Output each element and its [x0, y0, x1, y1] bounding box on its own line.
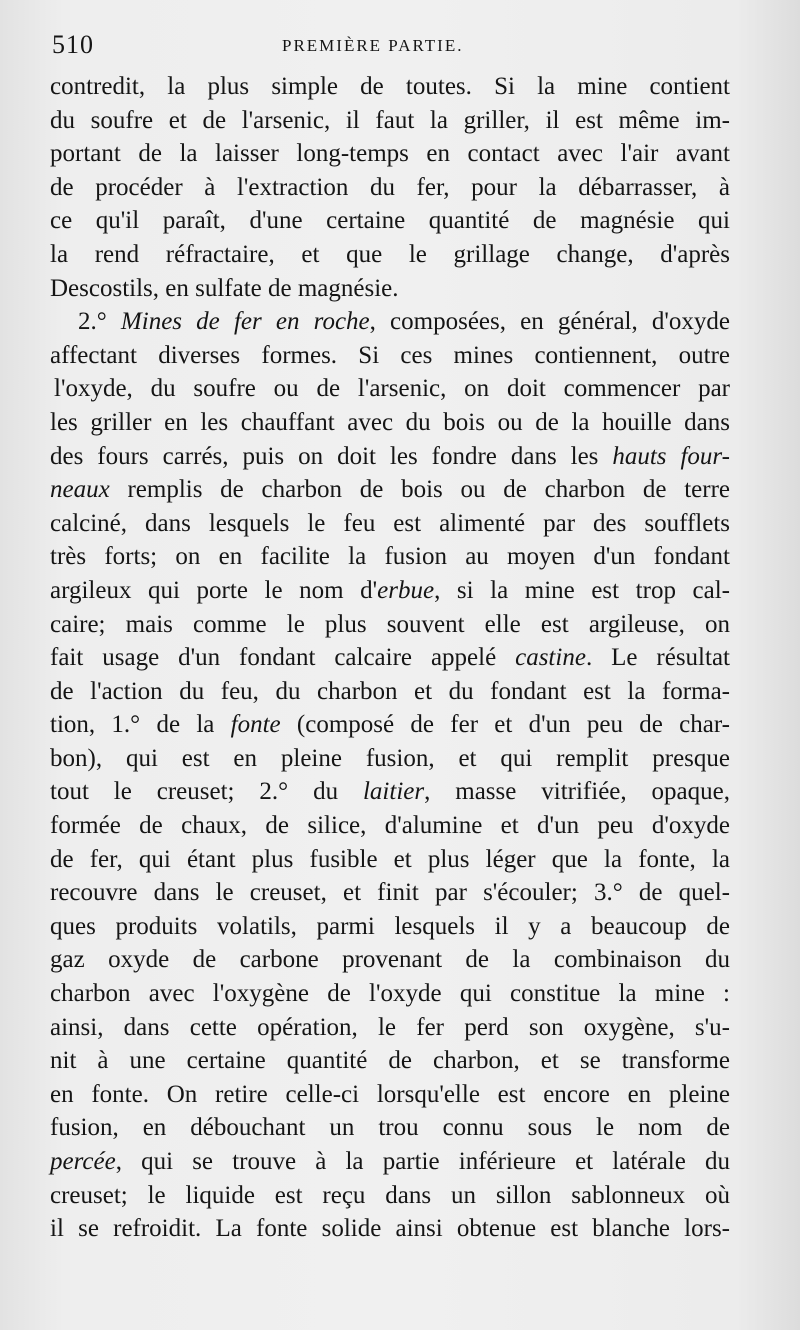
text-line: tion, 1.° de la fonte (composé de fer et d'un peu de char- — [50, 711, 731, 739]
text-line: calciné, dans lesquels le feu est alimenté par des soufflets — [50, 509, 730, 537]
text-line: de l'action du feu, du charbon et du fondant est la forma- — [50, 677, 730, 705]
text-line: caire; mais comme le plus souvent elle est argileuse, on — [50, 610, 730, 638]
italic-term: laitier — [362, 778, 425, 806]
text-line: la rend réfractaire, et que le grillage change, d'après — [50, 240, 730, 268]
text-line: l'oxyde, du soufre ou de l'arsenic, on doit commencer par — [54, 375, 730, 403]
text-line: de fer, qui étant plus fusible et plus léger que la fonte, la — [50, 845, 730, 873]
text-line: très forts; on en facilite la fusion au moyen d'un fondant — [50, 543, 730, 571]
text-line: ques produits volatils, parmi lesquels il y a beaucoup de — [50, 912, 730, 940]
text-line: recouvre dans le creuset, et finit par s'écouler; 3.° de quel- — [50, 879, 730, 907]
section-title: PREMIÈRE PARTIE. — [282, 36, 464, 55]
text-line: fusion, en débouchant un trou connu sous le nom de — [50, 1114, 730, 1142]
running-head — [52, 30, 742, 60]
text-line: nit à une certaine quantité de charbon, et se transforme — [50, 1047, 730, 1075]
italic-term: Mines de fer en roche — [120, 308, 370, 336]
text-line: affectant diverses formes. Si ces mines contiennent, outre — [50, 341, 730, 369]
text-line: neaux remplis de charbon de bois ou de charbon de terre — [50, 476, 730, 504]
italic-term: castine — [515, 644, 586, 672]
text-line: de procéder à l'extraction du fer, pour la débarrasser, à — [50, 173, 730, 201]
text-line: charbon avec l'oxygène de l'oxyde qui constitue la mine : — [50, 980, 730, 1008]
text-line: gaz oxyde de carbone provenant de la combinaison du — [50, 946, 730, 974]
text-line: ce qu'il paraît, d'une certaine quantité de magnésie qui — [50, 207, 730, 235]
text-line: il se refroidit. La fonte solide ainsi obtenue est blanche lors- — [50, 1215, 730, 1243]
italic-term: hauts four- — [612, 442, 730, 470]
text-line: tout le creuset; 2.° du laitier, masse vitrifiée, opaque, — [50, 778, 730, 806]
italic-term: percée — [50, 1148, 116, 1175]
text-line: fait usage d'un fondant calcaire appelé castine. Le résultat — [50, 644, 730, 672]
italic-term: erbue — [377, 576, 435, 604]
text-line: creuset; le liquide est reçu dans un sillon sablonneux où — [50, 1181, 730, 1209]
text-line: les griller en les chauffant avec du bois ou de la houille dans — [50, 408, 730, 436]
text-line: 2.° Mines de fer en roche, composées, en général, d'oxyde — [78, 308, 730, 336]
text-line: en fonte. On retire celle-ci lorsqu'elle est encore en pleine — [50, 1080, 730, 1108]
text-line: des fours carrés, puis on doit les fondre dans les hauts four- — [50, 442, 730, 470]
text-line: bon), qui est en pleine fusion, et qui remplit presque — [50, 744, 730, 772]
text-line: du soufre et de l'arsenic, il faut la griller, il est même im- — [50, 106, 730, 134]
text-line: portant de la laisser long-temps en contact avec l'air avant — [50, 140, 730, 168]
page-number: 510 — [52, 30, 94, 59]
text-line: percée, qui se trouve à la partie inférieure et latérale du — [50, 1148, 730, 1175]
body-text — [50, 70, 730, 1246]
text-line: contredit, la plus simple de toutes. Si la mine contient — [50, 73, 730, 100]
text-line: ainsi, dans cette opération, le fer perd son oxygène, s'u- — [50, 1013, 730, 1041]
italic-term: fonte — [230, 711, 281, 739]
text-line: Descostils, en sulfate de magnésie. — [50, 274, 399, 302]
italic-term: neaux — [50, 476, 110, 504]
text-line: argileux qui porte le nom d'erbue, si la mine est trop cal- — [50, 576, 730, 604]
text-line: formée de chaux, de silice, d'alumine et d'un peu d'oxyde — [50, 812, 730, 840]
